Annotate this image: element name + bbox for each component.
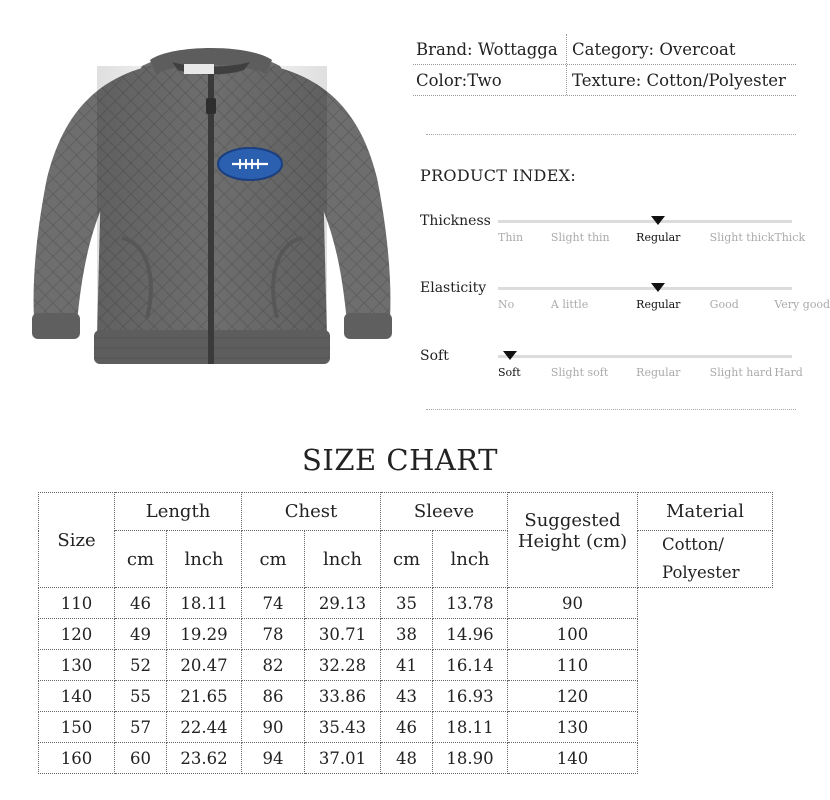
size-cell: 160 xyxy=(39,743,115,774)
size-cell: 150 xyxy=(39,712,115,743)
size-cell: 120 xyxy=(39,619,115,650)
chest-cm-cell: 82 xyxy=(242,650,305,681)
table-row xyxy=(39,681,773,712)
thickness-label: Thickness xyxy=(420,213,491,229)
sleeve-cm-cell: 48 xyxy=(381,743,433,774)
length-cm-cell: 46 xyxy=(115,588,167,619)
suggested-height-cell: 130 xyxy=(508,712,638,743)
scale-marker xyxy=(503,351,517,360)
length-cm-cell: 60 xyxy=(115,743,167,774)
scale-track xyxy=(498,220,792,223)
scale-track xyxy=(498,287,792,290)
suggested-height-cell: 100 xyxy=(508,619,638,650)
material-line: Cotton/ xyxy=(662,535,724,554)
material-value xyxy=(638,531,773,588)
chest-inch-cell: 33.86 xyxy=(305,681,381,712)
length-inch-cell: 21.65 xyxy=(167,681,242,712)
suggested-header: Suggested xyxy=(508,493,638,531)
scale-option: Very good xyxy=(774,298,830,311)
suggested-height-cell: 110 xyxy=(508,650,638,681)
chest-inch-cell: 35.43 xyxy=(305,712,381,743)
divider xyxy=(426,134,796,135)
scale-option: Thick xyxy=(774,231,806,244)
scale-marker xyxy=(651,283,665,292)
scale-option: Slight thick xyxy=(709,231,775,244)
chest-cm-cell: 86 xyxy=(242,681,305,712)
scale-option: A little xyxy=(550,298,589,311)
table-row xyxy=(39,650,773,681)
length-cm-cell: 49 xyxy=(115,619,167,650)
elasticity-label: Elasticity xyxy=(420,280,487,296)
color-attribute: Color:Two xyxy=(416,70,502,90)
length-cm-header: cm xyxy=(115,531,167,588)
scale-option: Regular xyxy=(636,366,681,379)
chest-cm-cell: 78 xyxy=(242,619,305,650)
sleeve-inch-cell: 18.90 xyxy=(433,743,508,774)
size-cell: 130 xyxy=(39,650,115,681)
scale-option: Soft xyxy=(498,366,521,379)
table-row xyxy=(39,619,773,650)
chest-inch-cell: 29.13 xyxy=(305,588,381,619)
soft-label: Soft xyxy=(420,348,449,364)
attribute-row xyxy=(413,65,796,96)
divider xyxy=(426,409,796,410)
length-inch-cell: 18.11 xyxy=(167,588,242,619)
length-header: Length xyxy=(115,493,242,531)
chest-cm-cell: 94 xyxy=(242,743,305,774)
length-inch-header: lnch xyxy=(167,531,242,588)
chest-cm-cell: 90 xyxy=(242,712,305,743)
scale-option: Hard xyxy=(774,366,803,379)
scale-option: Slight thin xyxy=(550,231,610,244)
scale-option: Good xyxy=(709,298,739,311)
length-cm-cell: 52 xyxy=(115,650,167,681)
scale-option: Slight hard xyxy=(709,366,773,379)
size-chart-title: SIZE CHART xyxy=(302,443,498,477)
attribute-row xyxy=(413,34,796,65)
table-row xyxy=(39,712,773,743)
scale-option: No xyxy=(498,298,515,311)
sleeve-cm-cell: 46 xyxy=(381,712,433,743)
sleeve-header: Sleeve xyxy=(381,493,508,531)
length-cm-cell: 57 xyxy=(115,712,167,743)
brand-attribute: Brand: Wottagga xyxy=(416,39,558,59)
product-photo xyxy=(22,38,402,378)
sleeve-cm-header: cm xyxy=(381,531,433,588)
chest-header: Chest xyxy=(242,493,381,531)
chest-inch-cell: 30.71 xyxy=(305,619,381,650)
sleeve-inch-cell: 16.14 xyxy=(433,650,508,681)
size-table xyxy=(38,492,773,774)
chest-inch-header: lnch xyxy=(305,531,381,588)
length-inch-cell: 20.47 xyxy=(167,650,242,681)
size-header: Size xyxy=(39,493,115,588)
length-cm-cell: 55 xyxy=(115,681,167,712)
scale-option: Thin xyxy=(498,231,524,244)
length-inch-cell: 19.29 xyxy=(167,619,242,650)
length-inch-cell: 23.62 xyxy=(167,743,242,774)
size-cell: 110 xyxy=(39,588,115,619)
size-cell: 140 xyxy=(39,681,115,712)
chest-cm-cell: 74 xyxy=(242,588,305,619)
elasticity-scale xyxy=(498,287,830,327)
thickness-scale xyxy=(498,220,806,260)
chest-cm-header: cm xyxy=(242,531,305,588)
sleeve-inch-cell: 16.93 xyxy=(433,681,508,712)
sleeve-inch-cell: 18.11 xyxy=(433,712,508,743)
suggested-height-cell: 140 xyxy=(508,743,638,774)
suggested-height-cell: 120 xyxy=(508,681,638,712)
soft-scale xyxy=(498,355,803,395)
table-row xyxy=(39,588,773,619)
height-header: Height (cm) xyxy=(508,531,638,588)
sleeve-inch-cell: 14.96 xyxy=(433,619,508,650)
scale-marker xyxy=(651,216,665,225)
scale-option: Slight soft xyxy=(550,366,609,379)
chest-inch-cell: 37.01 xyxy=(305,743,381,774)
sleeve-cm-cell: 41 xyxy=(381,650,433,681)
attribute-grid xyxy=(413,34,796,96)
scale-option: Regular xyxy=(636,231,681,244)
sleeve-cm-cell: 38 xyxy=(381,619,433,650)
product-index-title: PRODUCT INDEX: xyxy=(420,166,577,185)
suggested-height-cell: 90 xyxy=(508,588,638,619)
sleeve-inch-cell: 13.78 xyxy=(433,588,508,619)
sleeve-inch-header: lnch xyxy=(433,531,508,588)
length-inch-cell: 22.44 xyxy=(167,712,242,743)
table-row xyxy=(39,743,773,774)
sleeve-cm-cell: 35 xyxy=(381,588,433,619)
scale-track xyxy=(498,355,792,358)
category-attribute: Category: Overcoat xyxy=(566,34,796,64)
chest-inch-cell: 32.28 xyxy=(305,650,381,681)
material-line: Polyester xyxy=(662,563,740,582)
material-header: Material xyxy=(638,493,773,531)
texture-attribute: Texture: Cotton/Polyester xyxy=(566,65,796,95)
sleeve-cm-cell: 43 xyxy=(381,681,433,712)
scale-option: Regular xyxy=(636,298,681,311)
